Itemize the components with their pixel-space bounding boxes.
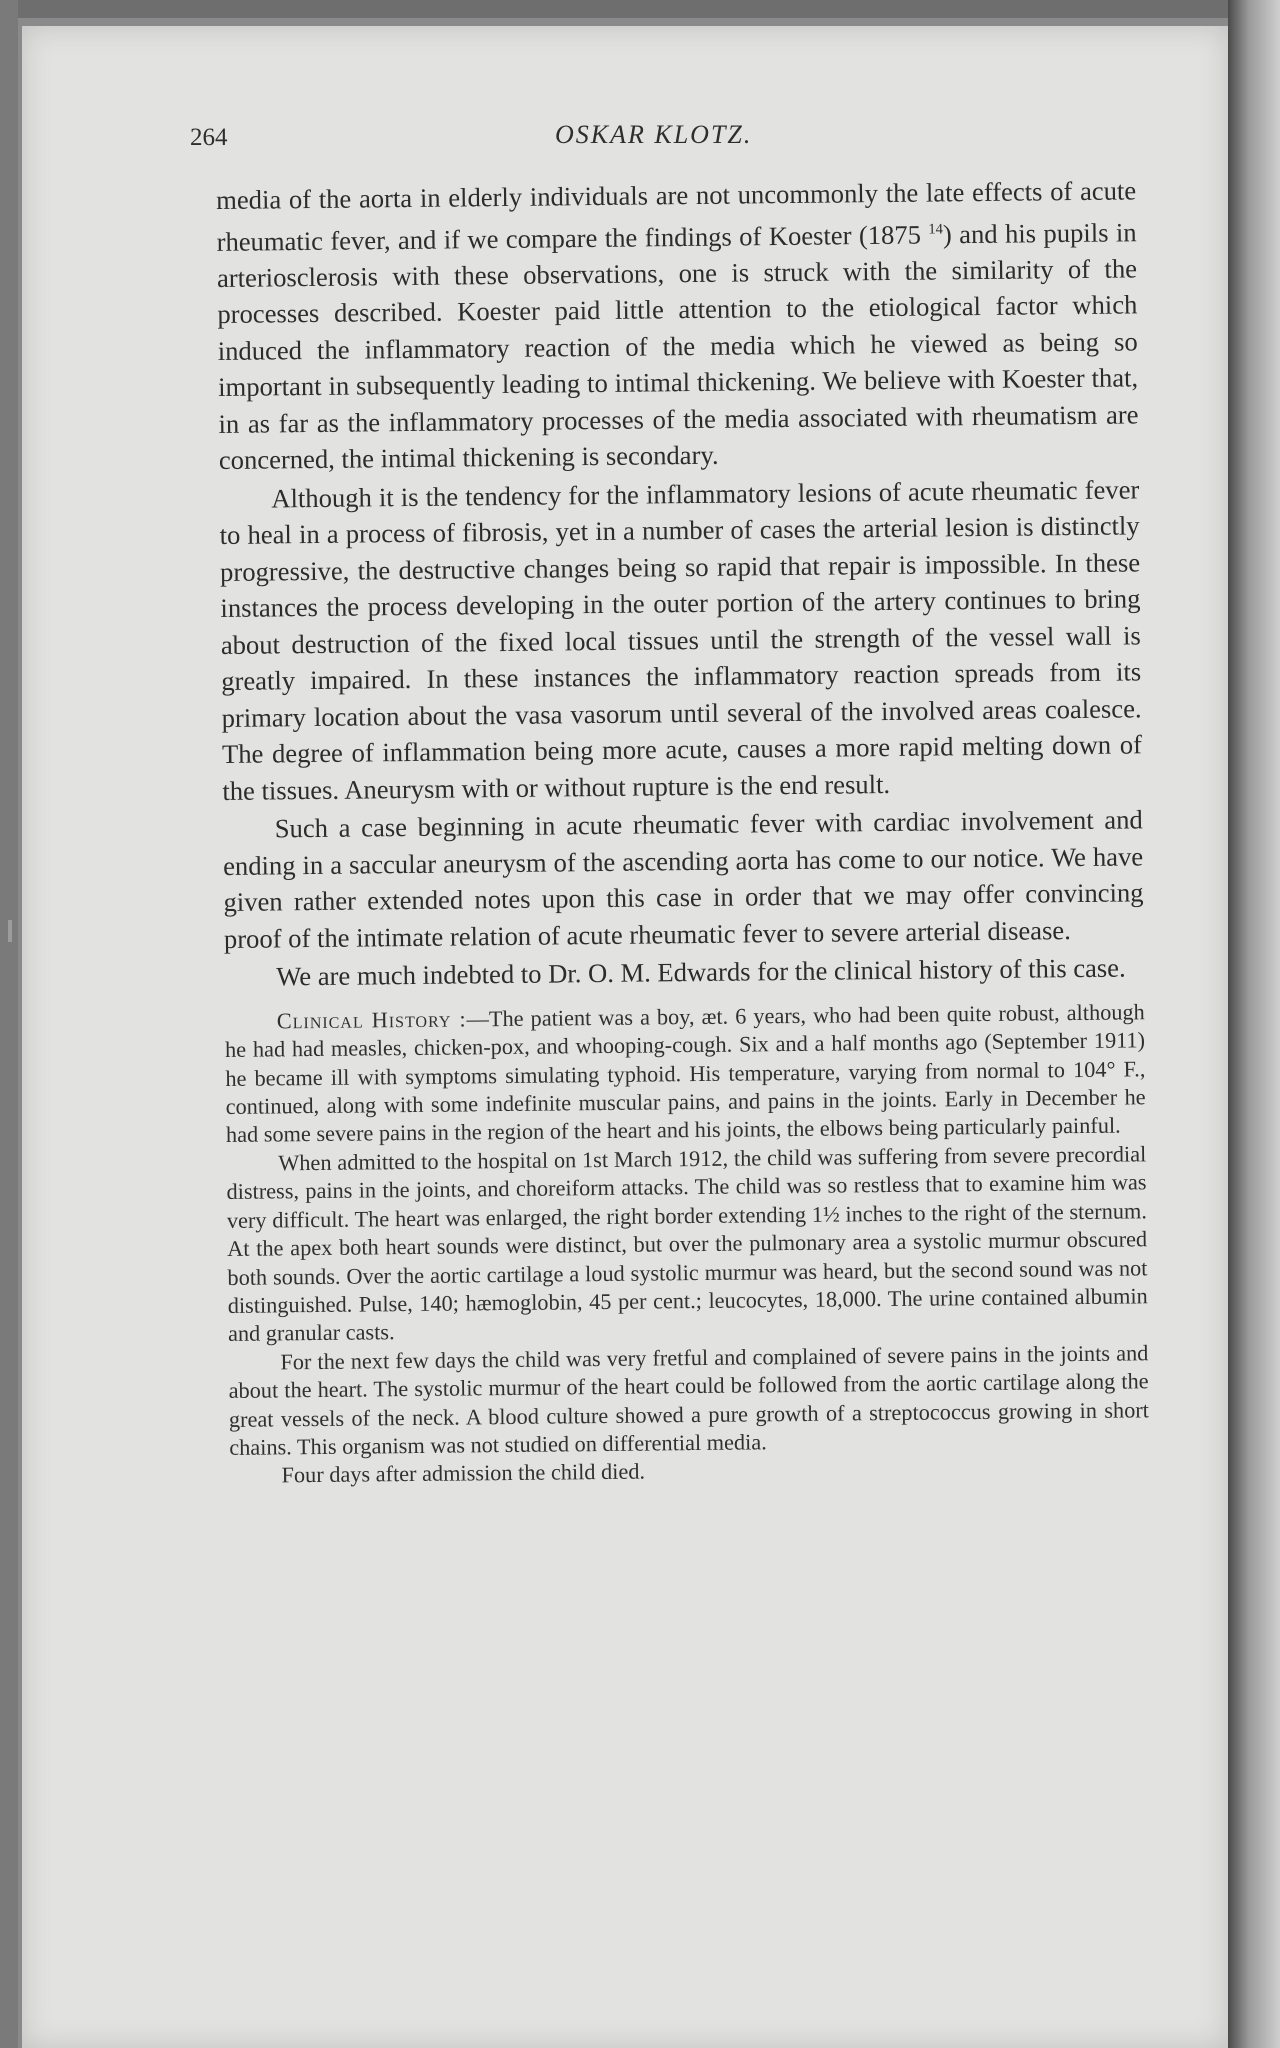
running-head: OSKAR KLOTZ. [555,120,753,149]
clinical-paragraph-1-text: —The patient was a boy, æt. 6 years, who had been quite robust, although he had had measles, chicken-pox, and whooping-cough. Six and a half months ago (September 1911) he became ill with symptoms simulating typhoid. His temperature, varying from normal to 104° F., continued, along with some indefinite muscular pains, and pains in the joints. Early in December he had some severe pains in the region of the heart and his joints, the elbows being particularly painful. [224,999,1146,1148]
scan-left-edge [0,0,18,2048]
clinical-paragraph-2: When admitted to the hospital on 1st March 1912, the child was suffering from severe precordial distress, pains in the joints, and choreiform attacks. The child was so restless that to examine him was very difficult. The heart was enlarged, the right border extending 1½ inches to the right of the sternum. At the apex both heart sounds were distinct, but over the pulmonary area a systolic murmur obscured both sounds. Over the aortic cartilage a loud systolic murmur was heard, but the second sound was not distinguished. Pulse, 140; hæmoglobin, 45 per cent.; leucocytes, 18,000. The urine contained albumin and granular casts. [226,1141,1148,1347]
paragraph-1: media of the aorta in elderly individuals are not uncommonly the late effects of acute rheumatic fever, and if we compare the findings of Koester (1875 $^{14}$) and his pupils in arteriosclerosis with these observations, one is struck with the similarity of the processes described. Koester paid little attention to the etiological factor which induced the inflammatory reaction of the media which he viewed as being so important in subsequently leading to intimal thickening. We believe with Koester that, in as far as the inflammatory processes of the media associated with rheumatism are concerned, the intimal thickening is secondary. [216,175,1139,476]
paragraph-3: Such a case beginning in acute rheumatic fever with cardiac involvement and ending in a saccular aneurysm of the ascending aorta has come to our notice. We have given rather extended notes upon this case in order that we may offer convincing proof of the intimate relation of acute rheumatic fever to severe arterial disease. [223,804,1144,954]
clinical-paragraph-1 [225,998,1146,1150]
clinical-history-heading: Clinical History : [276,1006,467,1034]
paragraph-2: Although it is the tendency for the inflammatory lesions of acute rheumatic fever to heal in a process of fibrosis, yet in a number of cases the arterial lesion is distinctly progressive, the destructive changes being so rapid that repair is impossible. In these instances the process developing in the outer portion of the artery continues to bring about destruction of the fixed local tissues until the strength of the vessel wall is greatly impaired. In these instances the inflammatory reaction spreads from its primary location about the vasa vasorum until several of the involved areas coalesce. The degree of inflammation being more acute, causes a more rapid melting down of the tissues. Aneurysm with or without rupture is the end result. [219,474,1143,806]
paragraph-4: We are much indebted to Dr. O. M. Edwards for the clinical history of this case. [276,952,1126,992]
citation-superscript: 14 [928,220,943,238]
margin-mark [8,920,12,942]
page-number: 264 [190,124,228,151]
clinical-paragraph-3: For the next few days the child was very fretful and complained of severe pains in the joints and about the heart. The systolic murmur of the heart could be followed from the aortic cartilage along the great vessels of the neck. A blood culture showed a pure growth of a streptococcus growing in short chains. This organism was not studied on differential media. [228,1340,1150,1460]
scan-top-edge [0,0,1280,18]
paragraph-1-text-b: and his pupils in arteriosclerosis with these observations, one is struck with the similarity of the processes described. Koester paid little attention to the etiological factor which induced the inflammatory reaction of the media which he viewed as being so important in subsequently leading to intimal thickening. We believe with Koester that, in as far as the inflammatory processes of the media associated with rheumatism are concerned, the intimal thickening is secondary. [216,216,1139,476]
body-text [216,172,1150,1490]
book-spine [1228,0,1280,2048]
clinical-paragraph-4: Four days after admission the child died. [281,1458,646,1488]
paragraph-1-text-a: media of the aorta in elderly individuals are not uncommonly the late effects of acute rheumatic fever, and if we compare the findings of Koester (1875 [216,175,1137,257]
